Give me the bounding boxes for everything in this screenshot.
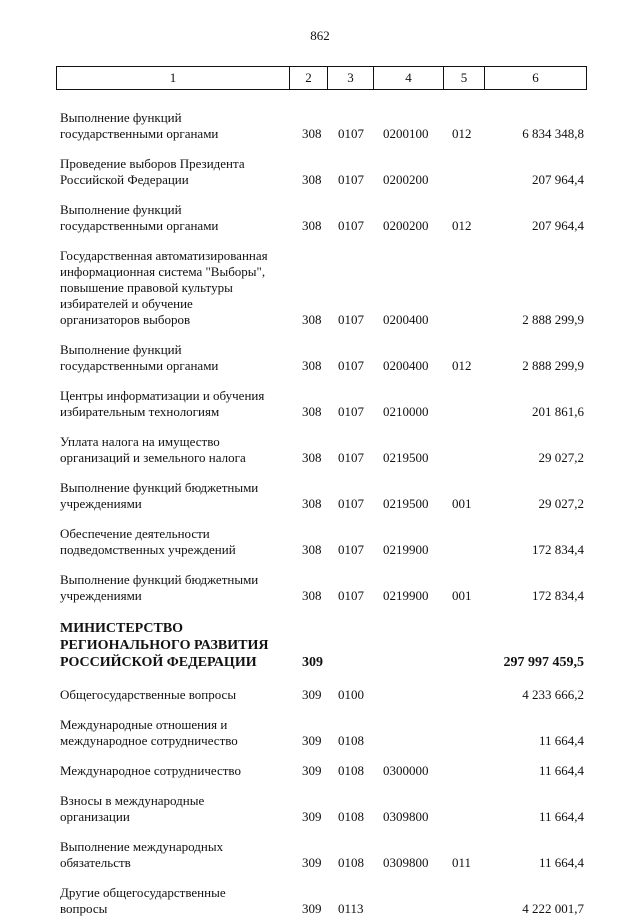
row-target-code: 0309800 xyxy=(383,809,429,824)
table-row xyxy=(0,342,640,374)
row-amount: 207 964,4 xyxy=(532,172,584,187)
row-section-code: 0100 xyxy=(338,687,364,702)
row-section-code: 0107 xyxy=(338,172,364,187)
row-amount: 172 834,4 xyxy=(532,542,584,557)
row-amount: 2 888 299,9 xyxy=(522,312,584,327)
table-row xyxy=(0,763,640,779)
row-description-line: Выполнение функций xyxy=(60,202,182,217)
row-section-code: 0107 xyxy=(338,126,364,141)
row-amount: 207 964,4 xyxy=(532,218,584,233)
row-target-code: 0300000 xyxy=(383,763,429,778)
row-ministry-code: 309 xyxy=(302,733,322,748)
row-target-code: 0200200 xyxy=(383,218,429,233)
row-ministry-code: 309 xyxy=(302,809,322,824)
row-section-code: 0107 xyxy=(338,496,364,511)
row-description-line: Центры информатизации и обучения xyxy=(60,388,265,403)
column-header-6: 6 xyxy=(485,67,587,90)
row-ministry-code: 308 xyxy=(302,496,322,511)
row-expense-type: 001 xyxy=(452,496,472,511)
row-amount: 11 664,4 xyxy=(538,763,584,778)
row-description-line: организаторов выборов xyxy=(60,312,191,327)
row-amount: 2 888 299,9 xyxy=(522,358,584,373)
row-ministry-code: 308 xyxy=(302,404,322,419)
row-ministry-code: 309 xyxy=(302,855,322,870)
column-header-4: 4 xyxy=(374,67,444,90)
row-description-line: обязательств xyxy=(60,855,131,870)
row-description-line: вопросы xyxy=(60,901,108,916)
table-row xyxy=(0,248,640,328)
row-target-code: 0219500 xyxy=(383,496,429,511)
row-amount: 29 027,2 xyxy=(538,496,584,511)
row-description xyxy=(60,839,289,871)
row-ministry-code: 308 xyxy=(302,126,322,141)
row-section-code: 0113 xyxy=(338,901,364,916)
row-description-line: Взносы в международные xyxy=(60,793,205,808)
row-ministry-code: 308 xyxy=(302,450,322,465)
row-ministry-code: 308 xyxy=(302,172,322,187)
row-target-code: 0200400 xyxy=(383,312,429,327)
row-description-line: Выполнение международных xyxy=(60,839,224,854)
row-description xyxy=(60,156,289,188)
row-section-code: 0107 xyxy=(338,358,364,373)
row-amount: 11 664,4 xyxy=(538,855,584,870)
row-description xyxy=(60,248,289,328)
row-expense-type: 001 xyxy=(452,588,472,603)
row-ministry-code: 308 xyxy=(302,358,322,373)
row-description xyxy=(60,572,289,604)
column-header-3: 3 xyxy=(328,67,374,90)
row-amount: 11 664,4 xyxy=(538,809,584,824)
row-amount: 4 233 666,2 xyxy=(522,687,584,702)
row-target-code: 0309800 xyxy=(383,855,429,870)
row-target-code: 0200400 xyxy=(383,358,429,373)
column-header-2: 2 xyxy=(290,67,328,90)
row-description xyxy=(60,342,289,374)
row-section-code: 0107 xyxy=(338,404,364,419)
table-row xyxy=(0,110,640,142)
table-row xyxy=(0,717,640,749)
table-row xyxy=(0,388,640,420)
table-row xyxy=(0,156,640,188)
row-section-code: 0107 xyxy=(338,218,364,233)
row-description-line: Выполнение функций бюджетными xyxy=(60,480,259,495)
row-description-line: государственными органами xyxy=(60,126,219,141)
row-ministry-code: 308 xyxy=(302,588,322,603)
row-description-line: Международное сотрудничество xyxy=(60,763,241,778)
row-amount: 4 222 001,7 xyxy=(522,901,584,916)
row-description-line: Государственная автоматизированная xyxy=(60,248,268,263)
row-description xyxy=(60,763,289,779)
column-header-5: 5 xyxy=(444,67,485,90)
row-description-line: подведомственных учреждений xyxy=(60,542,236,557)
row-description xyxy=(60,526,289,558)
row-section-code: 0108 xyxy=(338,809,364,824)
row-description-line: Международные отношения и xyxy=(60,717,228,732)
table-row xyxy=(0,793,640,825)
page-number: 862 xyxy=(310,28,330,43)
column-header-table xyxy=(56,66,587,90)
row-description-line: учреждениями xyxy=(60,496,142,511)
row-target-code: 0200200 xyxy=(383,172,429,187)
column-header-row xyxy=(57,67,587,90)
row-description-line: организаций и земельного налога xyxy=(60,450,246,465)
table-row xyxy=(0,620,640,671)
row-description-line: Российской Федерации xyxy=(60,172,189,187)
row-ministry-code: 309 xyxy=(302,655,323,670)
row-target-code: 0219900 xyxy=(383,588,429,603)
table-row xyxy=(0,480,640,512)
row-description-line: информационная система "Выборы", xyxy=(60,264,266,279)
row-description-line: избирателей и обучение xyxy=(60,296,193,311)
row-description xyxy=(60,620,289,671)
row-amount: 6 834 348,8 xyxy=(522,126,584,141)
row-section-code: 0107 xyxy=(338,312,364,327)
row-section-code: 0108 xyxy=(338,763,364,778)
row-description-line: Общегосударственные вопросы xyxy=(60,687,237,702)
row-description-line: организации xyxy=(60,809,130,824)
table-row xyxy=(0,434,640,466)
row-description-line: избирательным технологиям xyxy=(60,404,220,419)
row-ministry-code: 308 xyxy=(302,312,322,327)
row-description-line: учреждениями xyxy=(60,588,142,603)
budget-rows xyxy=(0,96,640,917)
row-section-code: 0108 xyxy=(338,733,364,748)
row-description-line: Обеспечение деятельности xyxy=(60,526,210,541)
row-description xyxy=(60,793,289,825)
row-description-line: Другие общегосударственные xyxy=(60,885,226,900)
row-target-code: 0210000 xyxy=(383,404,429,419)
row-description-line: Уплата налога на имущество xyxy=(60,434,220,449)
row-description-line: международное сотрудничество xyxy=(60,733,238,748)
row-expense-type: 012 xyxy=(452,218,472,233)
table-row xyxy=(0,885,640,917)
row-amount: 11 664,4 xyxy=(538,733,584,748)
row-description-line: Выполнение функций бюджетными xyxy=(60,572,259,587)
row-description-line: МИНИСТЕРСТВО xyxy=(60,621,184,636)
row-ministry-code: 308 xyxy=(302,542,322,557)
row-description-line: повышение правовой культуры xyxy=(60,280,233,295)
row-expense-type: 012 xyxy=(452,358,472,373)
row-description-line: Выполнение функций xyxy=(60,110,182,125)
row-description xyxy=(60,717,289,749)
table-row xyxy=(0,526,640,558)
table-row xyxy=(0,687,640,703)
row-ministry-code: 309 xyxy=(302,687,322,702)
table-row xyxy=(0,202,640,234)
column-header-1: 1 xyxy=(57,67,290,90)
row-description xyxy=(60,480,289,512)
row-ministry-code: 309 xyxy=(302,763,322,778)
row-section-code: 0107 xyxy=(338,588,364,603)
table-row xyxy=(0,839,640,871)
row-amount: 201 861,6 xyxy=(532,404,584,419)
row-section-code: 0108 xyxy=(338,855,364,870)
row-target-code: 0219500 xyxy=(383,450,429,465)
row-expense-type: 012 xyxy=(452,126,472,141)
row-target-code: 0200100 xyxy=(383,126,429,141)
row-description-line: государственными органами xyxy=(60,358,219,373)
row-section-code: 0107 xyxy=(338,542,364,557)
row-target-code: 0219900 xyxy=(383,542,429,557)
row-description xyxy=(60,110,289,142)
row-description xyxy=(60,687,289,703)
row-expense-type: 011 xyxy=(452,855,472,870)
row-ministry-code: 308 xyxy=(302,218,322,233)
row-description xyxy=(60,388,289,420)
row-description xyxy=(60,885,289,917)
row-section-code: 0107 xyxy=(338,450,364,465)
table-row xyxy=(0,572,640,604)
row-description xyxy=(60,434,289,466)
row-amount: 29 027,2 xyxy=(538,450,584,465)
row-description xyxy=(60,202,289,234)
row-amount: 172 834,4 xyxy=(532,588,584,603)
row-description-line: РЕГИОНАЛЬНОГО РАЗВИТИЯ xyxy=(60,638,269,653)
row-amount: 297 997 459,5 xyxy=(503,655,584,670)
row-description-line: Выполнение функций xyxy=(60,342,182,357)
row-description-line: Проведение выборов Президента xyxy=(60,156,245,171)
row-description-line: РОССИЙСКОЙ ФЕДЕРАЦИИ xyxy=(60,655,257,670)
row-ministry-code: 309 xyxy=(302,901,322,916)
row-description-line: государственными органами xyxy=(60,218,219,233)
